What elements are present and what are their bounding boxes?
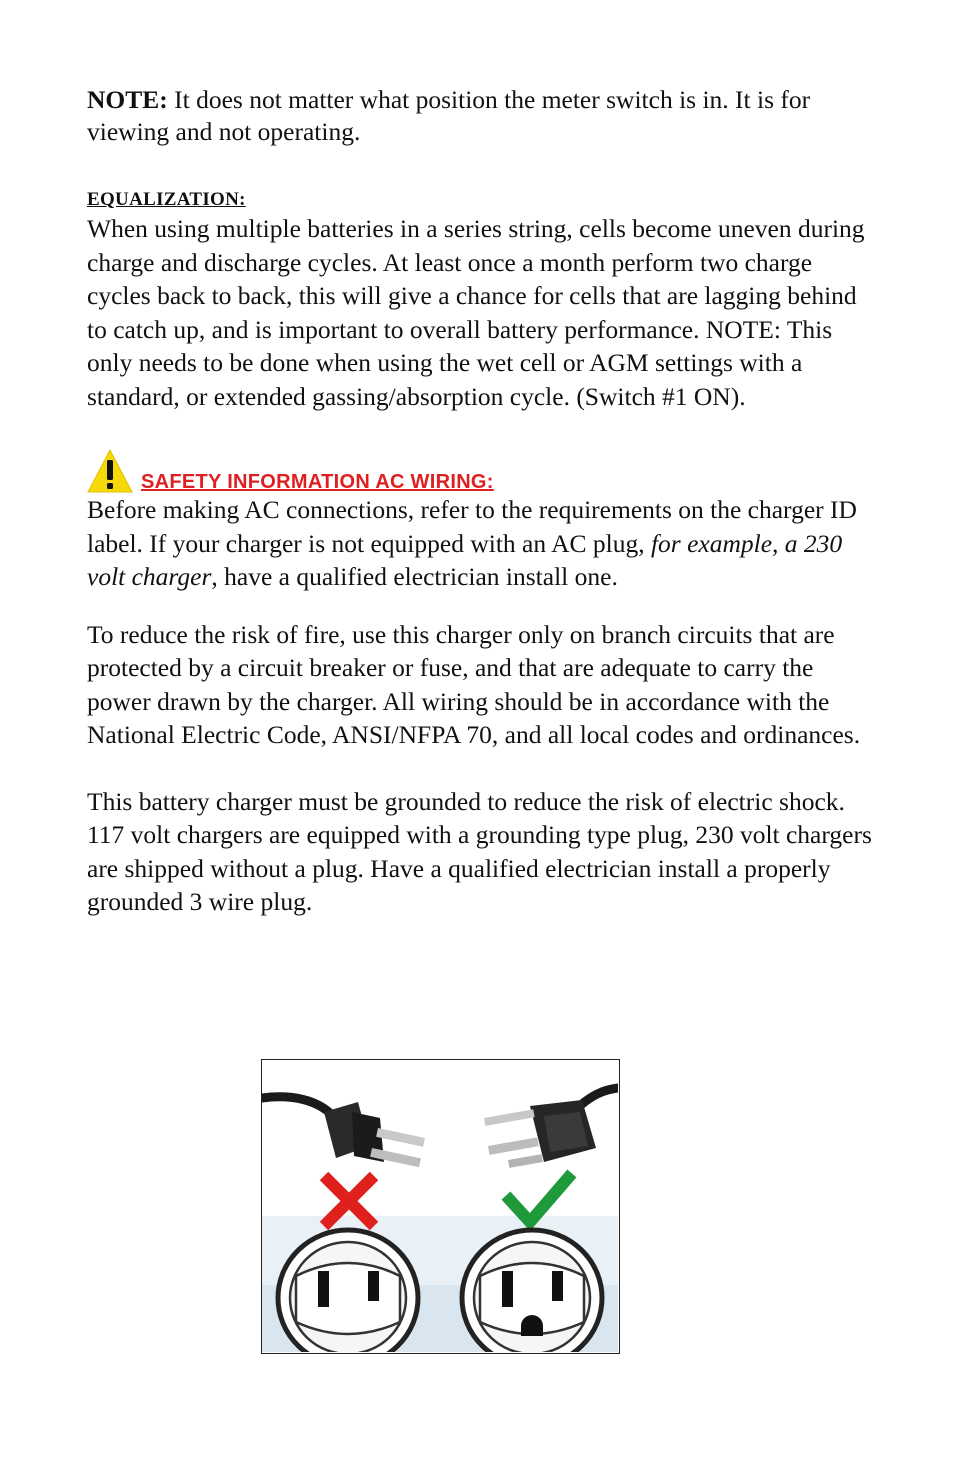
- ac-para-text-start: Before making AC connections, refer to the requirements on the charger ID label. If your charger is not equipped with an AC plug,: [87, 495, 857, 558]
- plug-comparison-figure: [261, 1059, 620, 1354]
- ac-para-example: for example, a 230 volt charger: [87, 528, 843, 591]
- fire-risk-paragraph: To reduce the risk of fire, use this charger only on branch circuits that are protected by a circuit breaker or fuse, and that are adequate to carry the power drawn by the charger. All wiring should be in accordance with the National Electric Code, ANSI/NFPA 70, and all local codes and ordinances.: [87, 619, 861, 749]
- equalization-heading: EQUALIZATION:: [87, 189, 246, 210]
- three-prong-plug-image: [484, 1088, 618, 1168]
- equalization-body: When using multiple batteries in a series string, cells become uneven during charge and discharge cycles. At least once a month perform two charge cycles back to back, this will give a chance for cells that are lagging behind to catch up, and is important to overall battery performance. NOTE: This only needs to be done when using the wet cell or AGM settings with a standard, or extended gassing/absorption cycle. (Switch #1 ON).: [87, 214, 865, 411]
- warning-triangle-icon: [87, 449, 133, 493]
- grounded-outlet-image: [462, 1230, 602, 1352]
- ac-para-text-end: , have a qualified electrician install one.: [211, 562, 618, 591]
- note-label: NOTE:: [87, 85, 168, 114]
- grounding-paragraph: This battery charger must be grounded to reduce the risk of electric shock. 117 volt chargers are equipped with a grounding type plug, 230 volt chargers are shipped without a plug. Have a qualified electrician install a properly grounded 3 wire plug.: [87, 786, 872, 916]
- meter-switch-note: [87, 84, 872, 148]
- ac-connections-paragraph: [87, 493, 872, 594]
- two-prong-plug-image: [262, 1097, 425, 1167]
- page-content: [87, 84, 872, 919]
- safety-heading-row: [87, 447, 872, 493]
- note-text: It does not matter what position the meter switch is in. It is for viewing and not operating.: [87, 85, 811, 146]
- safety-heading: SAFETY INFORMATION AC WIRING:: [141, 471, 494, 493]
- green-check-icon: [510, 1178, 568, 1222]
- two-slot-outlet-image: [278, 1230, 418, 1352]
